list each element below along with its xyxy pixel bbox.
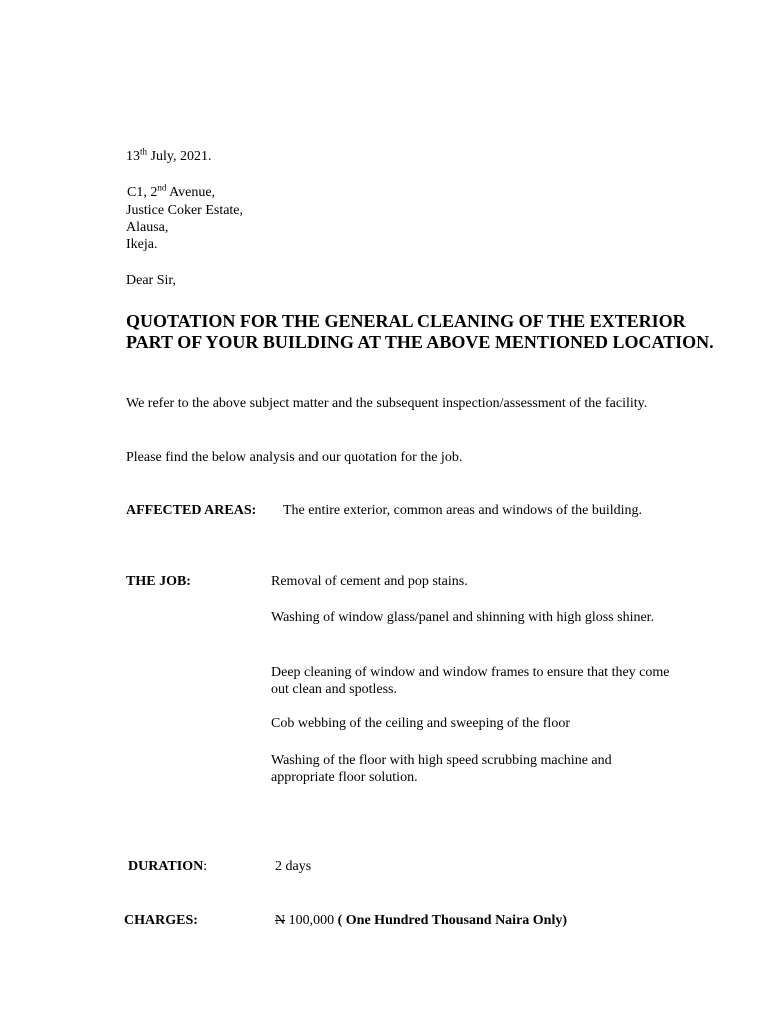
address-line-3: Alausa, (126, 220, 169, 235)
job-item-3: Deep cleaning of window and window frames to ensure that they come out clean and spotless. (271, 665, 670, 697)
address-line-1 (127, 184, 215, 201)
job-item-4: Cob webbing of the ceiling and sweeping of the floor (271, 716, 570, 731)
letter-date (126, 148, 211, 165)
job-item-1 (271, 573, 691, 590)
duration-value: 2 days (275, 859, 312, 874)
job-item-2: Washing of window glass/panel and shinning with high gloss shiner. (271, 610, 655, 625)
duration-label-group (128, 858, 207, 875)
address-line-1-post: Avenue, (166, 185, 216, 200)
date-suffix: th (140, 146, 148, 157)
address-line-4: Ikeja. (126, 237, 158, 252)
duration-label: DURATION (128, 859, 204, 874)
address-line-2: Justice Coker Estate, (126, 203, 244, 218)
address-line-1-pre: C1, 2 (127, 185, 158, 200)
charges-amount: 100,000 (285, 913, 338, 928)
job-label: THE JOB: (126, 574, 191, 589)
subject-heading: QUOTATION FOR THE GENERAL CLEANING OF THE EXTERIOR PART OF YOUR BUILDING AT THE ABOVE MENTIONED LOCATION. (126, 311, 714, 352)
charges-value (275, 912, 567, 929)
date-day: 13 (126, 149, 140, 164)
affected-areas-value: The entire exterior, common areas and windows of the building. (283, 503, 643, 518)
affected-areas-label: AFFECTED AREAS: (126, 503, 257, 518)
intro-paragraph: We refer to the above subject matter and the subsequent inspection/assessment of the facility. (126, 396, 648, 411)
job-item-1-text: Removal of cement and pop stains. (271, 574, 468, 589)
salutation: Dear Sir, (126, 273, 176, 288)
charges-words: ( One Hundred Thousand Naira Only) (337, 913, 568, 928)
date-rest: July, 2021. (147, 149, 212, 164)
naira-symbol: N (275, 913, 286, 928)
job-item-5: Washing of the floor with high speed scrubbing machine and appropriate floor solution. (271, 753, 612, 785)
analysis-line: Please find the below analysis and our quotation for the job. (126, 450, 463, 465)
charges-label: CHARGES: (124, 913, 198, 928)
address-line-1-sup: nd (157, 182, 167, 193)
duration-colon: : (203, 859, 208, 874)
